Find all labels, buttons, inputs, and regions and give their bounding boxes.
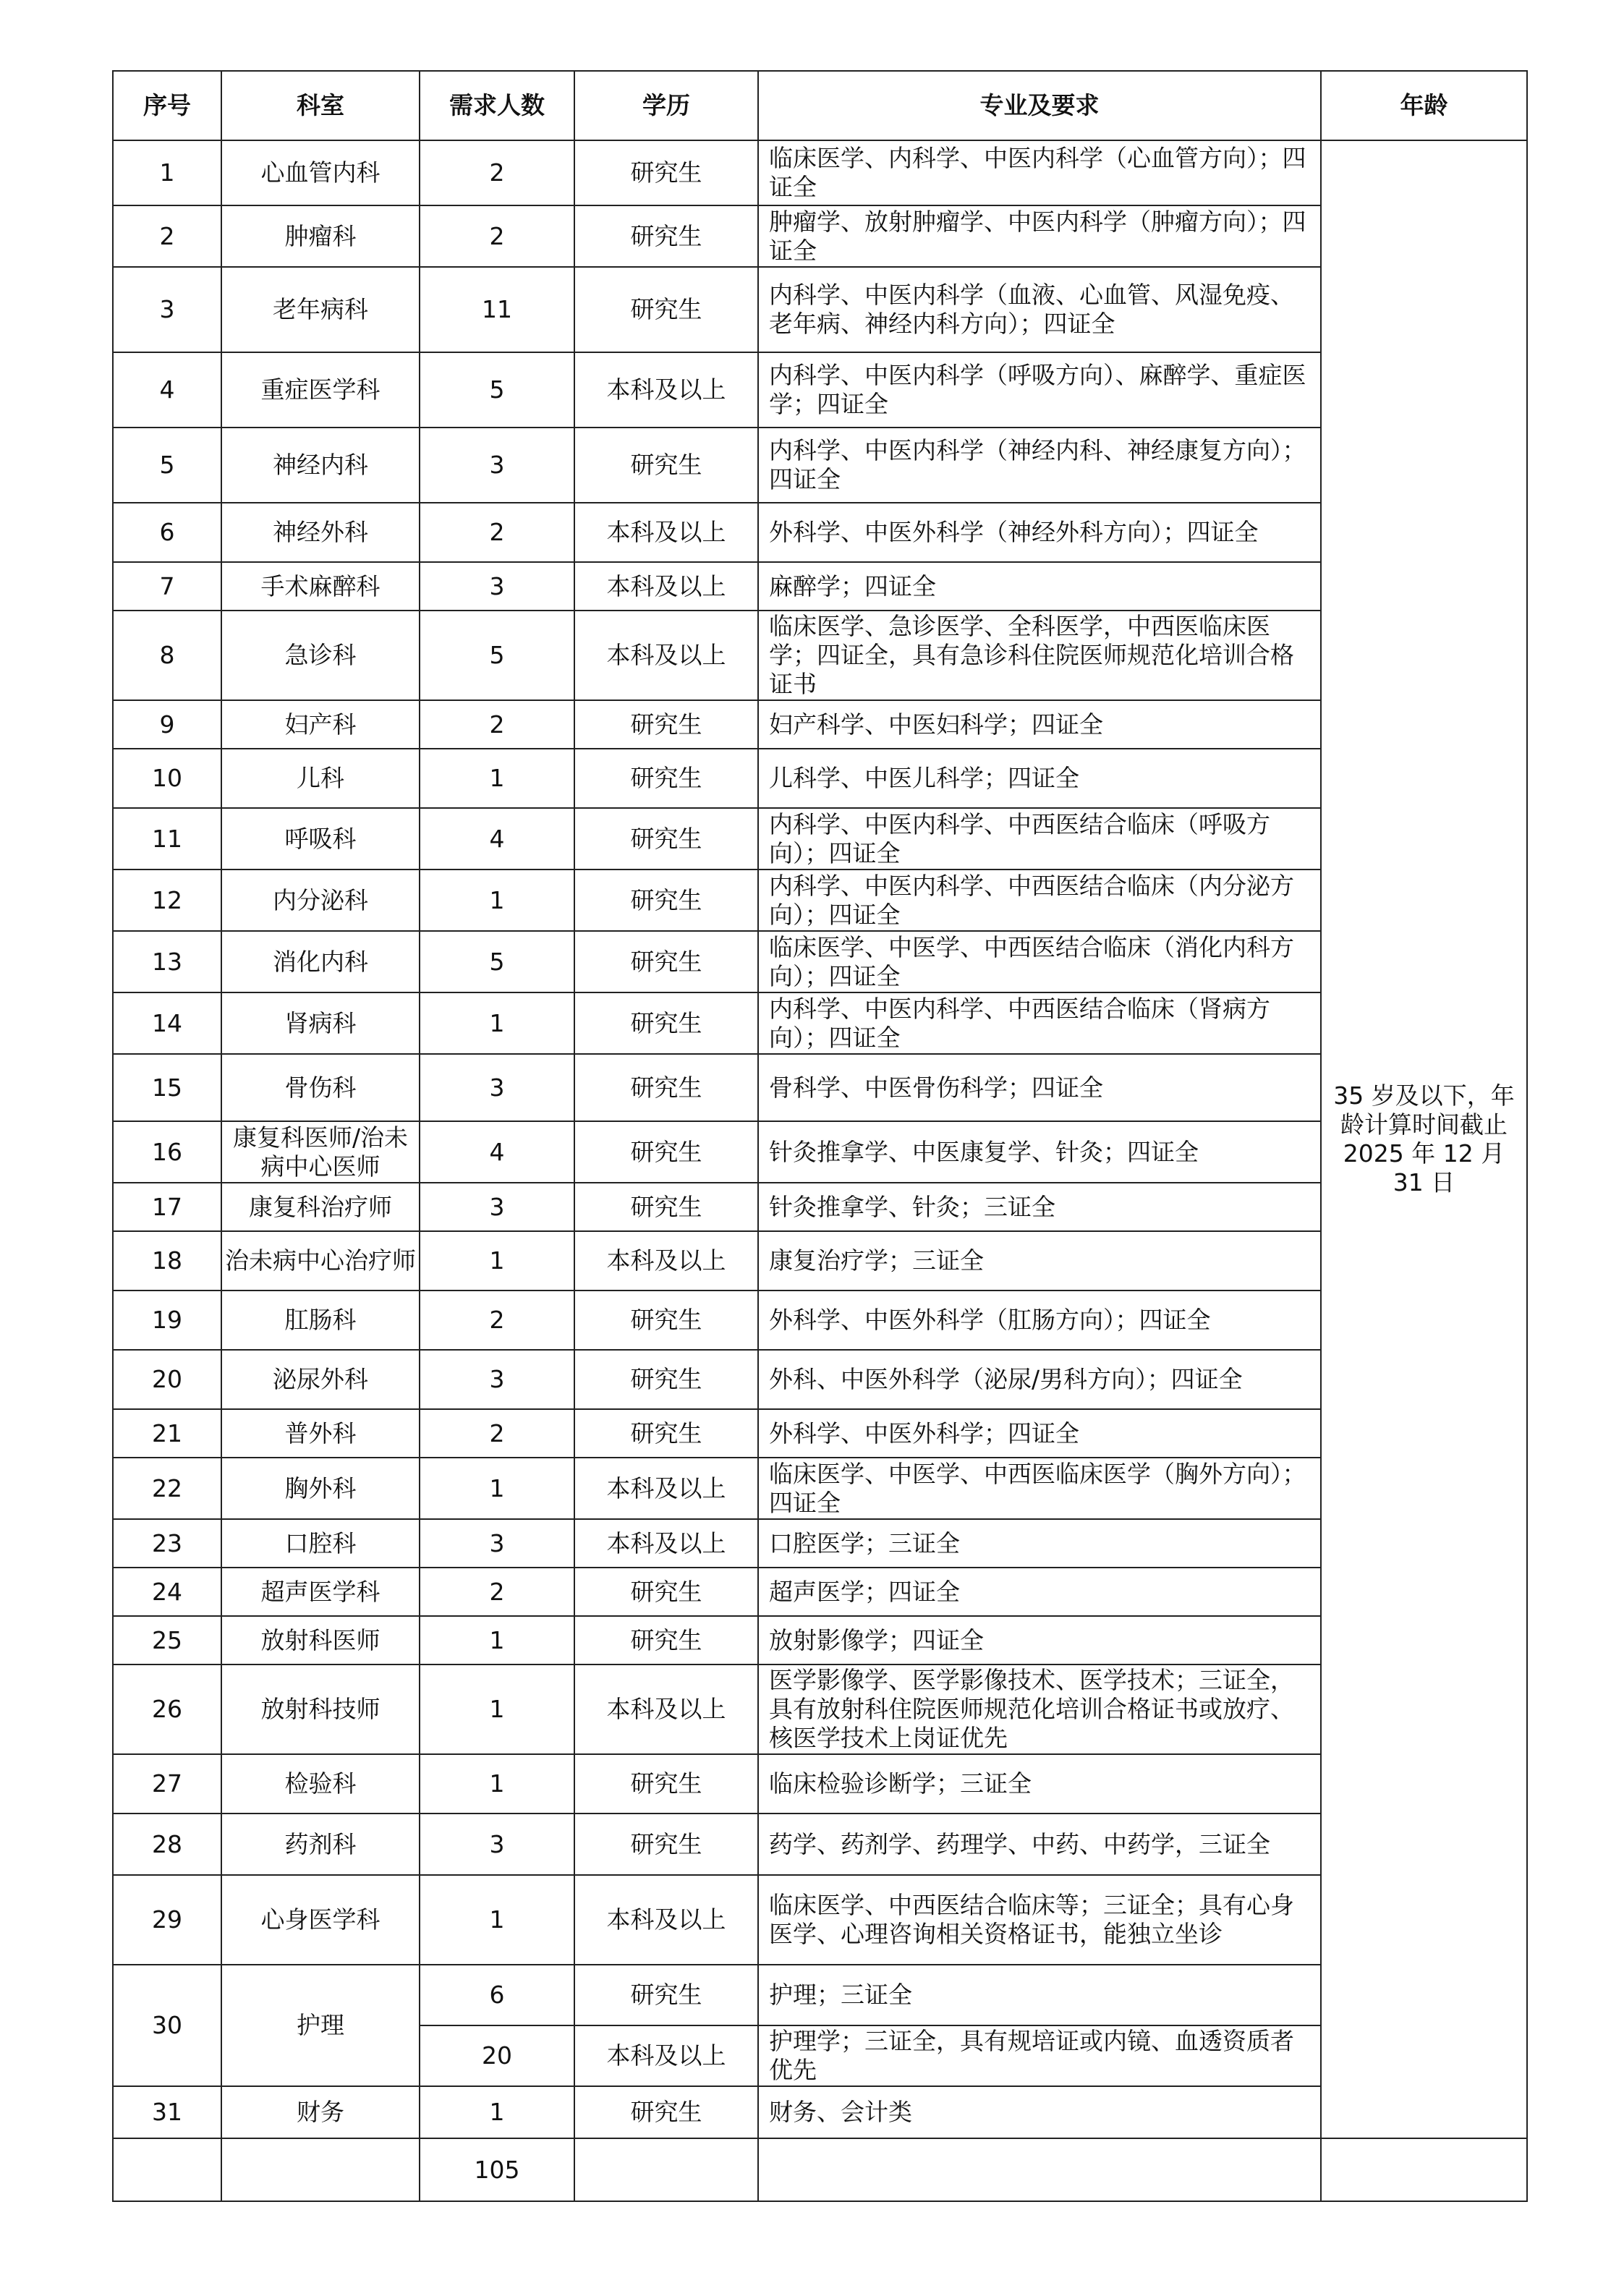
table-row [113, 1350, 1527, 1409]
row-number: 27 [113, 1754, 221, 1814]
education-cell: 研究生 [574, 992, 758, 1054]
requirements-cell: 临床医学、中医学、中西医临床医学（胸外方向）；四证全 [758, 1458, 1321, 1519]
department-cell: 急诊科 [221, 611, 420, 700]
headcount-cell: 2 [420, 1409, 574, 1458]
total-blank-cell [758, 2138, 1321, 2201]
row-number: 14 [113, 992, 221, 1054]
headcount-cell: 1 [420, 1458, 574, 1519]
education-cell: 本科及以上 [574, 562, 758, 611]
row-number: 1 [113, 140, 221, 205]
department-cell: 肿瘤科 [221, 205, 420, 267]
department-cell: 肛肠科 [221, 1291, 420, 1350]
headcount-cell: 3 [420, 428, 574, 503]
headcount-cell: 4 [420, 808, 574, 869]
requirements-cell: 康复治疗学；三证全 [758, 1231, 1321, 1291]
requirements-cell: 临床医学、急诊医学、全科医学，中西医临床医学；四证全，具有急诊科住院医师规范化培训合格证书 [758, 611, 1321, 700]
department-cell: 超声医学科 [221, 1568, 420, 1616]
table-row [113, 503, 1527, 562]
row-number: 5 [113, 428, 221, 503]
table-row [113, 1965, 1527, 2025]
row-number: 6 [113, 503, 221, 562]
col-header-education: 学历 [574, 71, 758, 140]
headcount-cell: 5 [420, 352, 574, 428]
row-number: 21 [113, 1409, 221, 1458]
requirements-cell: 内科学、中医内科学、中西医结合临床（肾病方向）；四证全 [758, 992, 1321, 1054]
table-row [113, 1616, 1527, 1664]
education-cell: 研究生 [574, 1965, 758, 2025]
requirements-cell: 财务、会计类 [758, 2086, 1321, 2138]
headcount-cell: 1 [420, 992, 574, 1054]
education-cell: 本科及以上 [574, 1458, 758, 1519]
department-cell: 内分泌科 [221, 869, 420, 931]
education-cell: 研究生 [574, 749, 758, 808]
table-row [113, 1458, 1527, 1519]
table-row [113, 808, 1527, 869]
row-number: 15 [113, 1054, 221, 1121]
table-row [113, 1875, 1527, 1965]
education-cell: 研究生 [574, 1183, 758, 1231]
row-number: 25 [113, 1616, 221, 1664]
row-number: 12 [113, 869, 221, 931]
table-row [113, 1568, 1527, 1616]
education-cell: 研究生 [574, 869, 758, 931]
table-row [113, 140, 1527, 205]
headcount-cell: 1 [420, 869, 574, 931]
department-cell: 普外科 [221, 1409, 420, 1458]
headcount-cell: 3 [420, 1183, 574, 1231]
col-header-requirements: 专业及要求 [758, 71, 1321, 140]
department-cell: 手术麻醉科 [221, 562, 420, 611]
row-number: 17 [113, 1183, 221, 1231]
education-cell: 研究生 [574, 1568, 758, 1616]
department-cell: 康复科医师/治未病中心医师 [221, 1121, 420, 1183]
headcount-cell: 1 [420, 1754, 574, 1814]
headcount-cell: 1 [420, 1231, 574, 1291]
department-cell: 护理 [221, 1965, 420, 2086]
requirements-cell: 内科学、中医内科学、中西医结合临床（内分泌方向）；四证全 [758, 869, 1321, 931]
headcount-cell: 2 [420, 140, 574, 205]
education-cell: 研究生 [574, 1814, 758, 1875]
requirements-cell: 妇产科学、中医妇科学；四证全 [758, 700, 1321, 749]
row-number: 8 [113, 611, 221, 700]
requirements-cell: 口腔医学；三证全 [758, 1519, 1321, 1568]
requirements-cell: 超声医学；四证全 [758, 1568, 1321, 1616]
education-cell: 研究生 [574, 428, 758, 503]
education-cell: 研究生 [574, 1350, 758, 1409]
row-number: 19 [113, 1291, 221, 1350]
headcount-cell: 6 [420, 1965, 574, 2025]
department-cell: 神经外科 [221, 503, 420, 562]
department-cell: 康复科治疗师 [221, 1183, 420, 1231]
table-row [113, 869, 1527, 931]
education-cell: 研究生 [574, 808, 758, 869]
requirements-cell: 肿瘤学、放射肿瘤学、中医内科学（肿瘤方向）；四证全 [758, 205, 1321, 267]
headcount-cell: 5 [420, 611, 574, 700]
age-requirement-cell: 35 岁及以下，年龄计算时间截止 2025 年 12 月 31 日 [1321, 140, 1527, 2138]
education-cell: 研究生 [574, 1616, 758, 1664]
requirements-cell: 临床医学、内科学、中医内科学（心血管方向）；四证全 [758, 140, 1321, 205]
table-row [113, 931, 1527, 992]
row-number: 28 [113, 1814, 221, 1875]
education-cell: 本科及以上 [574, 1664, 758, 1754]
requirements-cell: 外科、中医外科学（泌尿/男科方向）；四证全 [758, 1350, 1321, 1409]
col-header-headcount: 需求人数 [420, 71, 574, 140]
headcount-cell: 3 [420, 1350, 574, 1409]
education-cell: 研究生 [574, 1121, 758, 1183]
total-blank-cell [574, 2138, 758, 2201]
requirements-cell: 临床检验诊断学；三证全 [758, 1754, 1321, 1814]
headcount-cell: 2 [420, 503, 574, 562]
row-number: 31 [113, 2086, 221, 2138]
requirements-cell: 放射影像学；四证全 [758, 1616, 1321, 1664]
row-number: 3 [113, 267, 221, 352]
department-cell: 财务 [221, 2086, 420, 2138]
department-cell: 放射科医师 [221, 1616, 420, 1664]
row-number: 20 [113, 1350, 221, 1409]
row-number: 10 [113, 749, 221, 808]
education-cell: 研究生 [574, 205, 758, 267]
row-number: 11 [113, 808, 221, 869]
row-number: 13 [113, 931, 221, 992]
col-header-age: 年龄 [1321, 71, 1527, 140]
education-cell: 本科及以上 [574, 352, 758, 428]
row-number: 4 [113, 352, 221, 428]
headcount-cell: 3 [420, 1814, 574, 1875]
department-cell: 妇产科 [221, 700, 420, 749]
row-number: 30 [113, 1965, 221, 2086]
table-row [113, 1121, 1527, 1183]
department-cell: 药剂科 [221, 1814, 420, 1875]
table-row [113, 1664, 1527, 1754]
requirements-cell: 内科学、中医内科学（血液、心血管、风湿免疫、老年病、神经内科方向）；四证全 [758, 267, 1321, 352]
education-cell: 研究生 [574, 1409, 758, 1458]
table-row [113, 1519, 1527, 1568]
requirements-cell: 骨科学、中医骨伤科学；四证全 [758, 1054, 1321, 1121]
requirements-cell: 内科学、中医内科学（呼吸方向）、麻醉学、重症医学；四证全 [758, 352, 1321, 428]
table-row [113, 1754, 1527, 1814]
col-header-department: 科室 [221, 71, 420, 140]
requirements-cell: 儿科学、中医儿科学；四证全 [758, 749, 1321, 808]
department-cell: 呼吸科 [221, 808, 420, 869]
row-number: 24 [113, 1568, 221, 1616]
headcount-cell: 11 [420, 267, 574, 352]
department-cell: 重症医学科 [221, 352, 420, 428]
header-row [113, 71, 1527, 140]
headcount-cell: 3 [420, 1519, 574, 1568]
row-number: 18 [113, 1231, 221, 1291]
table-row [113, 428, 1527, 503]
department-cell: 骨伤科 [221, 1054, 420, 1121]
education-cell: 本科及以上 [574, 611, 758, 700]
row-number: 7 [113, 562, 221, 611]
department-cell: 治未病中心治疗师 [221, 1231, 420, 1291]
table-row [113, 749, 1527, 808]
department-cell: 胸外科 [221, 1458, 420, 1519]
table-row [113, 267, 1527, 352]
requirements-cell: 药学、药剂学、药理学、中药、中药学，三证全 [758, 1814, 1321, 1875]
table-row [113, 2138, 1527, 2201]
headcount-cell: 5 [420, 931, 574, 992]
requirements-cell: 护理学；三证全，具有规培证或内镜、血透资质者优先 [758, 2025, 1321, 2086]
table-row [113, 562, 1527, 611]
department-cell: 神经内科 [221, 428, 420, 503]
department-cell: 消化内科 [221, 931, 420, 992]
education-cell: 研究生 [574, 700, 758, 749]
row-number: 26 [113, 1664, 221, 1754]
table-row [113, 1814, 1527, 1875]
headcount-cell: 1 [420, 1664, 574, 1754]
table-row [113, 700, 1527, 749]
requirements-cell: 医学影像学、医学影像技术、医学技术；三证全，具有放射科住院医师规范化培训合格证书或放疗、核医学技术上岗证优先 [758, 1664, 1321, 1754]
requirements-cell: 外科学、中医外科学（肛肠方向）；四证全 [758, 1291, 1321, 1350]
row-number: 23 [113, 1519, 221, 1568]
table-row [113, 205, 1527, 267]
department-cell: 泌尿外科 [221, 1350, 420, 1409]
education-cell: 本科及以上 [574, 503, 758, 562]
row-number: 29 [113, 1875, 221, 1965]
education-cell: 研究生 [574, 1291, 758, 1350]
requirements-cell: 护理；三证全 [758, 1965, 1321, 2025]
headcount-cell: 20 [420, 2025, 574, 2086]
headcount-cell: 3 [420, 1054, 574, 1121]
table-row [113, 611, 1527, 700]
department-cell: 心血管内科 [221, 140, 420, 205]
education-cell: 研究生 [574, 140, 758, 205]
row-number: 9 [113, 700, 221, 749]
headcount-cell: 2 [420, 1291, 574, 1350]
education-cell: 研究生 [574, 931, 758, 992]
table-row [113, 1183, 1527, 1231]
total-blank-cell [113, 2138, 221, 2201]
department-cell: 儿科 [221, 749, 420, 808]
education-cell: 研究生 [574, 2086, 758, 2138]
table-row [113, 1409, 1527, 1458]
headcount-cell: 2 [420, 1568, 574, 1616]
requirements-cell: 内科学、中医内科学、中西医结合临床（呼吸方向）；四证全 [758, 808, 1321, 869]
row-number: 16 [113, 1121, 221, 1183]
row-number: 2 [113, 205, 221, 267]
table-row [113, 1291, 1527, 1350]
headcount-cell: 2 [420, 700, 574, 749]
table-row [113, 2086, 1527, 2138]
requirements-cell: 外科学、中医外科学（神经外科方向）；四证全 [758, 503, 1321, 562]
headcount-cell: 1 [420, 1875, 574, 1965]
headcount-cell: 3 [420, 562, 574, 611]
table-row [113, 1054, 1527, 1121]
department-cell: 口腔科 [221, 1519, 420, 1568]
headcount-cell: 1 [420, 2086, 574, 2138]
headcount-cell: 1 [420, 749, 574, 808]
table-row [113, 352, 1527, 428]
recruitment-table [112, 70, 1528, 2202]
table-row [113, 992, 1527, 1054]
requirements-cell: 针灸推拿学、中医康复学、针灸；四证全 [758, 1121, 1321, 1183]
department-cell: 放射科技师 [221, 1664, 420, 1754]
education-cell: 本科及以上 [574, 2025, 758, 2086]
requirements-cell: 内科学、中医内科学（神经内科、神经康复方向）；四证全 [758, 428, 1321, 503]
requirements-cell: 外科学、中医外科学；四证全 [758, 1409, 1321, 1458]
total-headcount: 105 [420, 2138, 574, 2201]
table-row [113, 1231, 1527, 1291]
education-cell: 研究生 [574, 1754, 758, 1814]
education-cell: 研究生 [574, 267, 758, 352]
department-cell: 检验科 [221, 1754, 420, 1814]
education-cell: 本科及以上 [574, 1519, 758, 1568]
education-cell: 本科及以上 [574, 1231, 758, 1291]
department-cell: 老年病科 [221, 267, 420, 352]
total-blank-cell [1321, 2138, 1527, 2201]
education-cell: 本科及以上 [574, 1875, 758, 1965]
requirements-cell: 临床医学、中医学、中西医结合临床（消化内科方向）；四证全 [758, 931, 1321, 992]
total-blank-cell [221, 2138, 420, 2201]
requirements-cell: 针灸推拿学、针灸；三证全 [758, 1183, 1321, 1231]
requirements-cell: 麻醉学；四证全 [758, 562, 1321, 611]
requirements-cell: 临床医学、中西医结合临床等；三证全；具有心身医学、心理咨询相关资格证书，能独立坐诊 [758, 1875, 1321, 1965]
headcount-cell: 1 [420, 1616, 574, 1664]
headcount-cell: 2 [420, 205, 574, 267]
department-cell: 心身医学科 [221, 1875, 420, 1965]
education-cell: 研究生 [574, 1054, 758, 1121]
department-cell: 肾病科 [221, 992, 420, 1054]
row-number: 22 [113, 1458, 221, 1519]
col-header-number: 序号 [113, 71, 221, 140]
headcount-cell: 4 [420, 1121, 574, 1183]
